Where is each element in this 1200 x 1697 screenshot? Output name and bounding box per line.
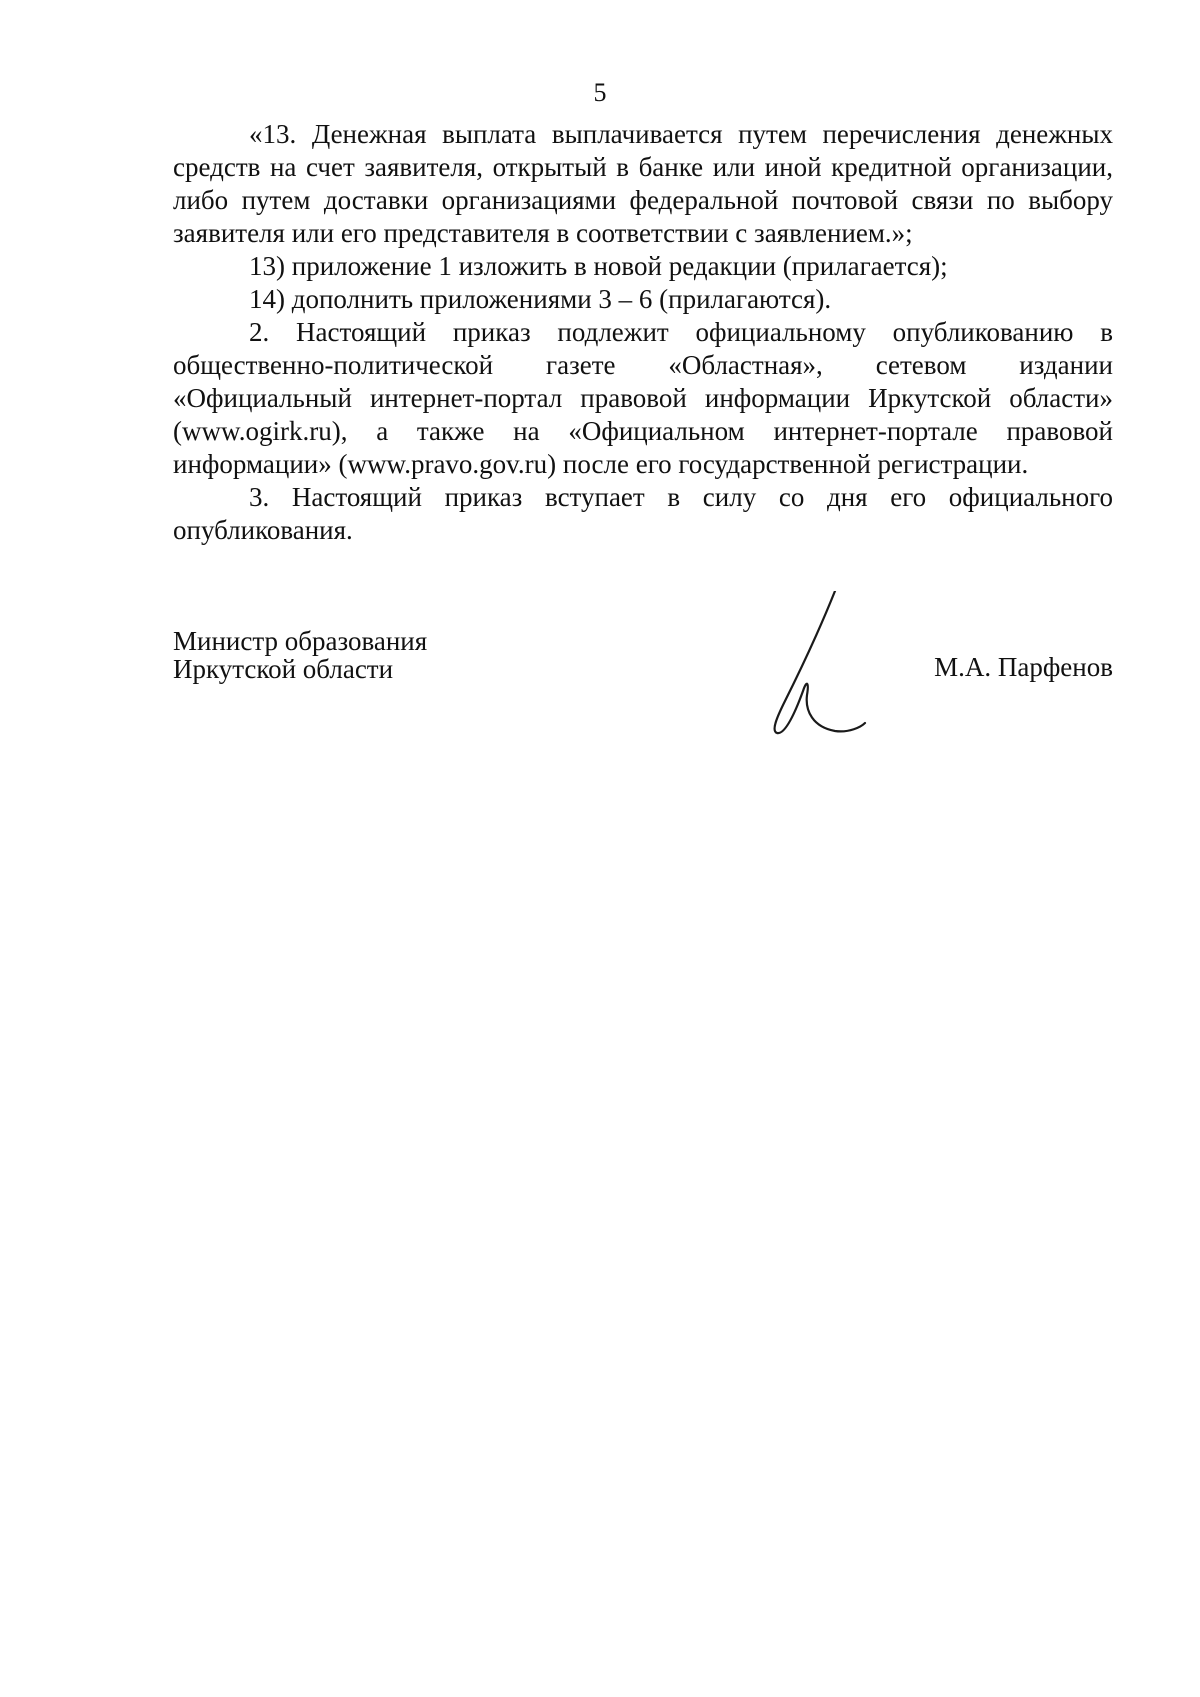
paragraph-publication: 2. Настоящий приказ подлежит официальному опубликованию в общественно-политической газете «Областная», сетевом издании «Официальный интернет-портал правовой информации Иркутской области» (www.ogirk.ru), а также на «Официальном интернет-портале правовой информации» (www.pravo.gov.ru) после его государственной регистрации.	[173, 317, 1113, 479]
signer-name: М.А. Парфенов	[934, 652, 1113, 682]
paragraph-item-13: 13) приложение 1 изложить в новой редакции (прилагается);	[249, 251, 948, 281]
paragraph-effective-date: 3. Настоящий приказ вступает в силу со дня его официального опубликования.	[173, 482, 1113, 545]
page-number: 5	[593, 78, 607, 107]
paragraph-item-14: 14) дополнить приложениями 3 – 6 (прилагаются).	[249, 284, 832, 314]
signature-block	[173, 627, 1113, 757]
document-body	[173, 118, 1113, 547]
signer-position	[173, 627, 427, 683]
signer-position-line2: Иркутской области	[173, 654, 394, 684]
paragraph-payment-clause: «13. Денежная выплата выплачивается путем перечисления денежных средств на счет заявителя, открытый в банке или иной кредитной организации, либо путем доставки организациями федеральной почтовой связи по выбору заявителя или его представителя в соответствии с заявлением.»;	[173, 119, 1113, 248]
signer-position-line1: Министр образования	[173, 626, 428, 656]
